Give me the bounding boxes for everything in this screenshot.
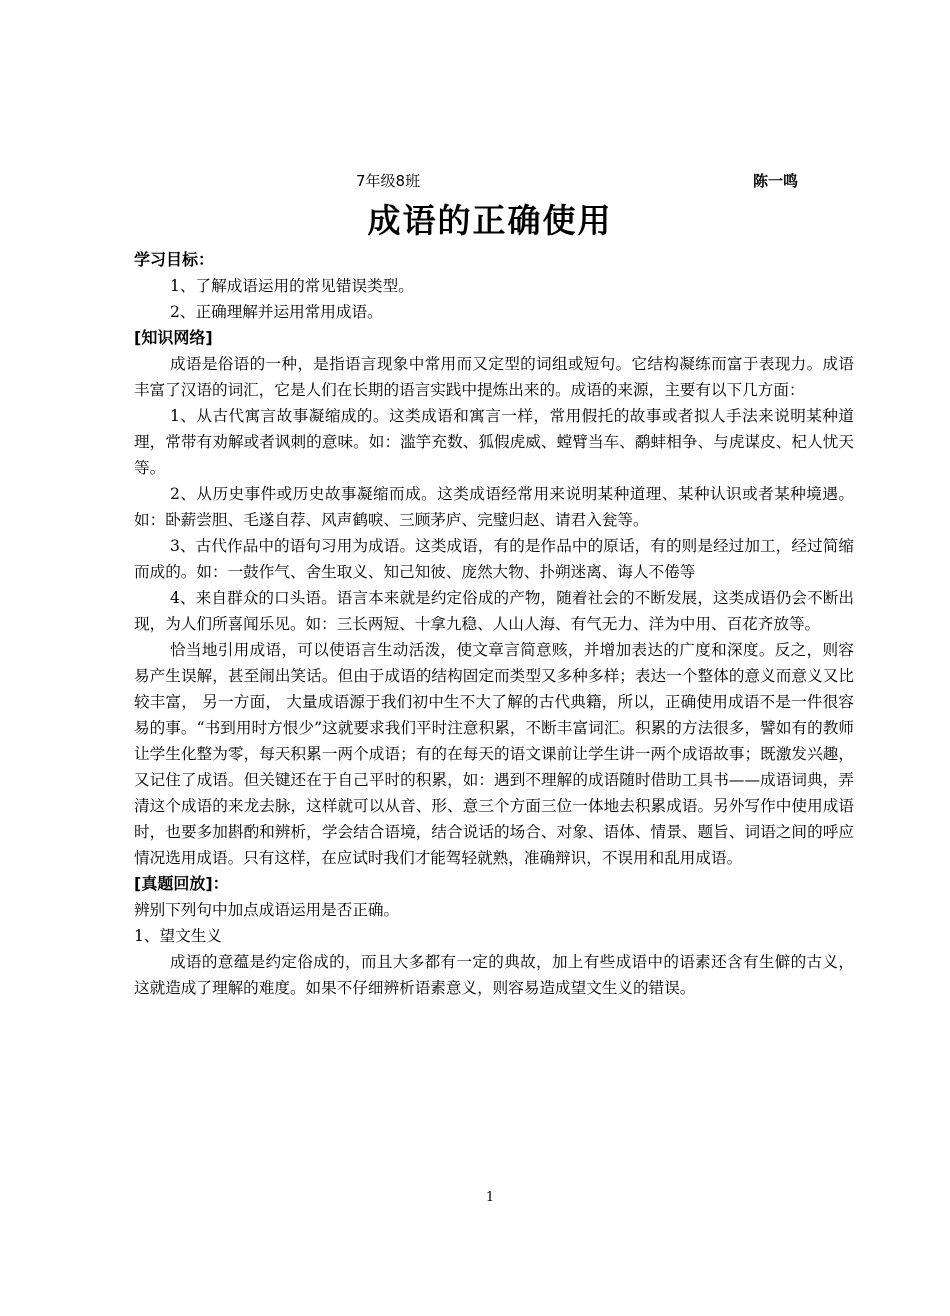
review-heading: [真题回放]： (134, 874, 229, 893)
document-title: 成语的正确使用 (367, 201, 613, 240)
page-number: 1 (485, 1190, 495, 1205)
review-item-title: 1、望文生义 (134, 927, 222, 945)
source-paragraph: 2、从历史事件或历史故事凝缩而成。这类成语经常用来说明某种道理、某种认识或者某种境遇。如：卧薪尝胆、毛遂自荐、风声鹤唳、三顾茅庐、完璧归赵、请君入瓮等。 (134, 485, 854, 529)
review-instruction: 辨别下列句中加点成语运用是否正确。 (134, 901, 400, 919)
document-body (134, 247, 854, 1001)
knowledge-heading: [知识网络] (134, 328, 213, 347)
usage-paragraph: 恰当地引用成语，可以使语言生动活泼，使文章言简意赅，并增加表达的广度和深度。反之，则容易产生误解，甚至闹出笑话。但由于成语的结构固定而类型又多种多样；表达一个整体的意义而意义又比较丰富， 另一方面， 大量成语源于我们初中生不大了解的古代典籍，所以，正确使用成语不是一件很容易的事。“书到用时方恨少”这就要求我们平时注意积累，不断丰富词汇。积累的方法很多，譬如有的教师让学生化整为零，每天积累一两个成语；有的在每天的语文课前让学生讲一两个成语故事；既激发兴趣，又记住了成语。但关键还在于自己平时的积累，如：遇到不理解的成语随时借助工具书——成语词典，弄清这个成语的来龙去脉，这样就可以从音、形、意三个方面三位一体地去积累成语。另外写作中使用成语时，也要多加斟酌和辨析，学会结合语境，结合说话的场合、对象、语体、情景、题旨、词语之间的呼应情况选用成语。只有这样，在应试时我们才能驾轻就熟，准确辩识，不误用和乱用成语。 (134, 641, 854, 867)
knowledge-intro-paragraph: 成语是俗语的一种，是指语言现象中常用而又定型的词组或短句。它结构凝练而富于表现力。成语丰富了汉语的词汇，它是人们在长期的语言实践中提炼出来的。成语的来源，主要有以下几方面： (134, 355, 854, 399)
review-item-paragraph: 成语的意蕴是约定俗成的，而且大多都有一定的典故，加上有些成语中的语素还含有生僻的古义，这就造成了理解的难度。如果不仔细辨析语素意义，则容易造成望文生义的错误。 (134, 953, 854, 997)
objective-item: 1、了解成语运用的常见错误类型。 (170, 277, 414, 295)
document-header (0, 170, 950, 192)
objective-item: 2、正确理解并运用常用成语。 (170, 303, 383, 321)
source-paragraph: 4、来自群众的口头语。语言本来就是约定俗成的产物，随着社会的不断发展，这类成语仍会不断出现，为人们所喜闻乐见。如：三长两短、十拿九稳、人山人海、有气无力、洋为中用、百花齐放等。 (134, 589, 854, 633)
source-paragraph: 3、古代作品中的语句习用为成语。这类成语，有的是作品中的原话，有的则是经过加工，经过简缩而成的。如：一鼓作气、舍生取义、知己知彼、庞然大物、扑朔迷离、诲人不倦等 (134, 537, 854, 581)
source-paragraph: 1、从古代寓言故事凝缩成的。这类成语和寓言一样，常用假托的故事或者拟人手法来说明某种道理，常带有劝解或者讽刺的意味。如：滥竽充数、狐假虎威、螳臂当车、鹬蚌相争、与虎谋皮、杞人忧天等。 (134, 407, 854, 477)
class-label: 7年级8班 (356, 172, 421, 190)
objectives-heading: 学习目标： (134, 250, 215, 269)
author-name: 陈一鸣 (753, 172, 799, 190)
